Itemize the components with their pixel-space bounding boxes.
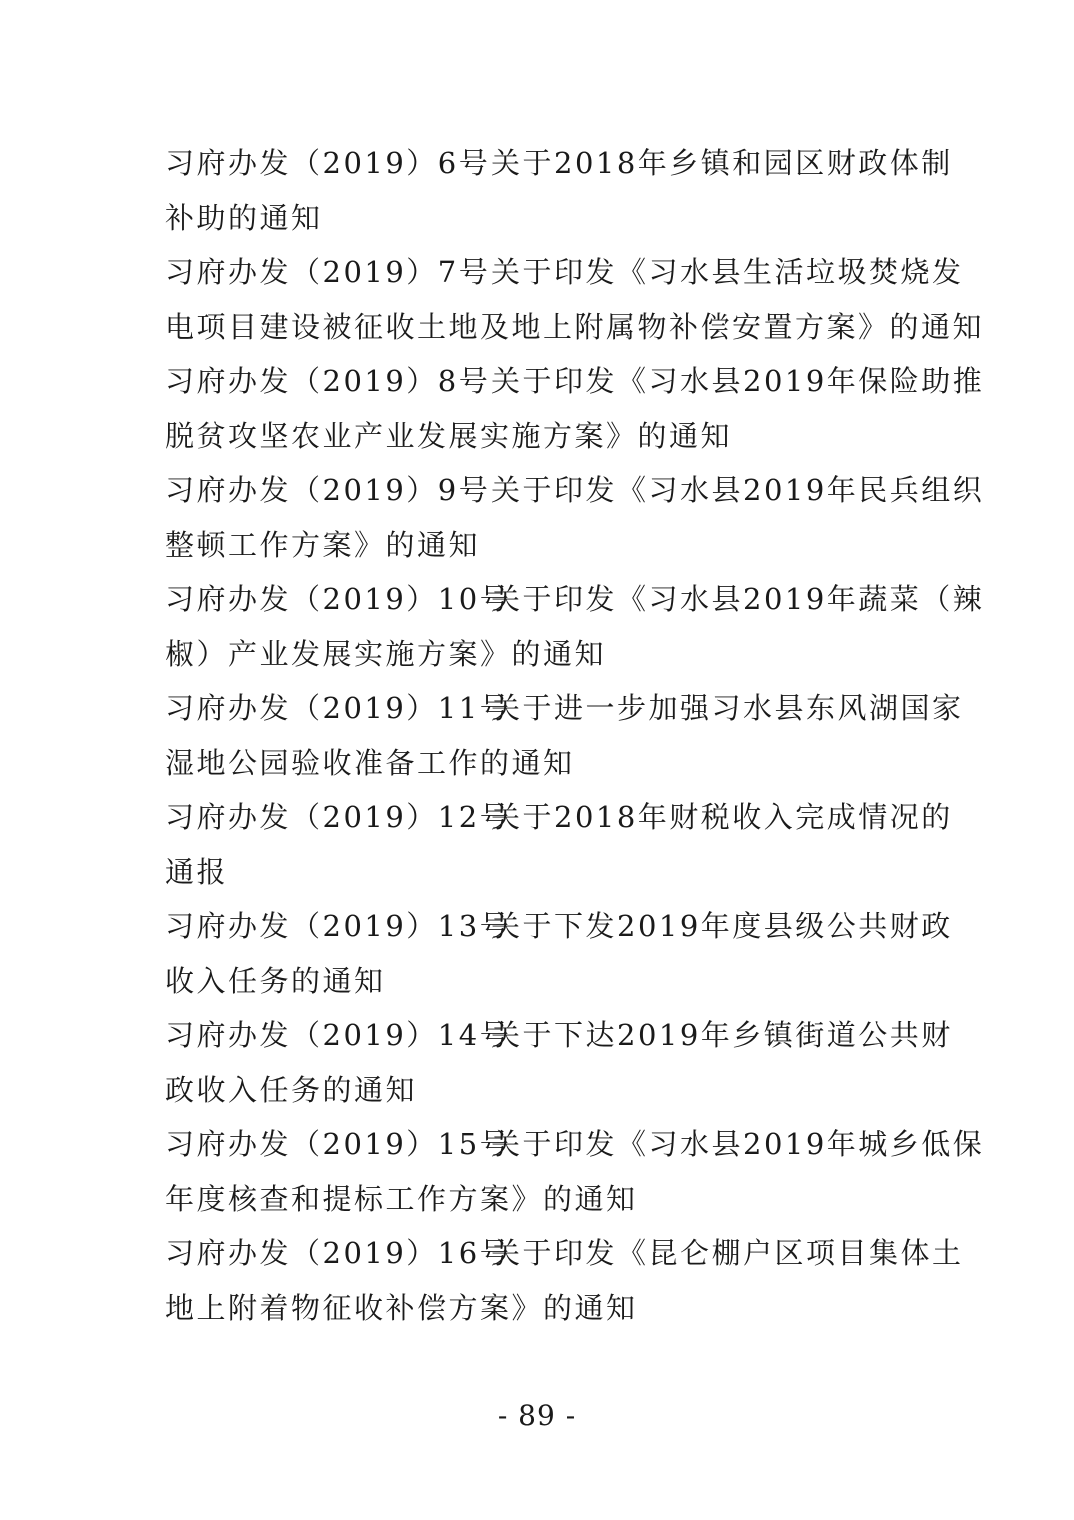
entry-first-line [165, 136, 953, 191]
page-number: - 89 - [497, 1399, 577, 1432]
entry-first-line [165, 790, 953, 845]
document-title-part2: 湿地公园验收准备工作的通知 [165, 745, 575, 780]
document-title-part2: 收入任务的通知 [165, 963, 386, 998]
document-title-part1: 关于下发2019年度县级公共财政 [491, 909, 953, 943]
document-title-part1: 关于2018年乡镇和园区财政体制 [491, 146, 953, 180]
entry-first-line [165, 1226, 964, 1281]
document-number: 习府办发（2019）16号 [165, 1236, 512, 1270]
document-title-part2: 补助的通知 [165, 200, 323, 235]
list-item [165, 1008, 953, 1117]
document-title-part2: 地上附着物征收补偿方案》的通知 [165, 1290, 638, 1325]
document-title-part1: 关于印发《习水县2019年蔬菜（辣 [491, 582, 985, 616]
document-title-part1: 关于印发《习水县生活垃圾焚烧发 [491, 255, 964, 289]
document-title-part1: 关于印发《昆仑棚户区项目集体土 [491, 1236, 964, 1270]
document-title-part2: 通报 [165, 854, 229, 889]
list-item [165, 572, 985, 681]
document-number: 习府办发（2019）11号 [165, 691, 512, 725]
list-item [165, 136, 953, 245]
document-title-part2: 整顿工作方案》的通知 [165, 527, 481, 562]
document-number: 习府办发（2019）10号 [165, 582, 512, 616]
entry-first-line [165, 572, 985, 627]
document-number: 习府办发（2019）6号 [165, 146, 491, 180]
list-item [165, 899, 953, 1008]
list-item [165, 790, 953, 899]
document-number: 习府办发（2019）12号 [165, 800, 512, 834]
document-title-part1: 关于印发《习水县2019年城乡低保 [491, 1127, 985, 1161]
list-item [165, 245, 985, 354]
document-title-part2: 椒）产业发展实施方案》的通知 [165, 636, 607, 671]
document-title-part2: 政收入任务的通知 [165, 1072, 418, 1107]
list-item [165, 1117, 985, 1226]
document-title-part2: 电项目建设被征收土地及地上附属物补偿安置方案》的通知 [165, 309, 985, 344]
document-number: 习府办发（2019）14号 [165, 1018, 512, 1052]
document-number: 习府办发（2019）8号 [165, 364, 491, 398]
document-title-part1: 关于印发《习水县2019年保险助推 [491, 364, 985, 398]
entry-first-line [165, 1008, 953, 1063]
document-title-part2: 年度核查和提标工作方案》的通知 [165, 1181, 638, 1216]
entry-first-line [165, 681, 964, 736]
entry-first-line [165, 1117, 985, 1172]
document-title-part2: 脱贫攻坚农业产业发展实施方案》的通知 [165, 418, 733, 453]
document-number: 习府办发（2019）15号 [165, 1127, 512, 1161]
document-number: 习府办发（2019）13号 [165, 909, 512, 943]
document-title-part1: 关于下达2019年乡镇街道公共财 [491, 1018, 953, 1052]
document-number: 习府办发（2019）7号 [165, 255, 491, 289]
document-number: 习府办发（2019）9号 [165, 473, 491, 507]
list-item [165, 681, 964, 790]
list-item [165, 1226, 964, 1335]
entry-first-line [165, 899, 953, 954]
entry-first-line [165, 245, 964, 300]
entry-first-line [165, 463, 985, 518]
document-title-part1: 关于进一步加强习水县东风湖国家 [491, 691, 964, 725]
entry-first-line [165, 354, 985, 409]
list-item [165, 354, 985, 463]
document-title-part1: 关于2018年财税收入完成情况的 [491, 800, 953, 834]
document-list [165, 136, 985, 1335]
list-item [165, 463, 985, 572]
document-title-part1: 关于印发《习水县2019年民兵组织 [491, 473, 985, 507]
